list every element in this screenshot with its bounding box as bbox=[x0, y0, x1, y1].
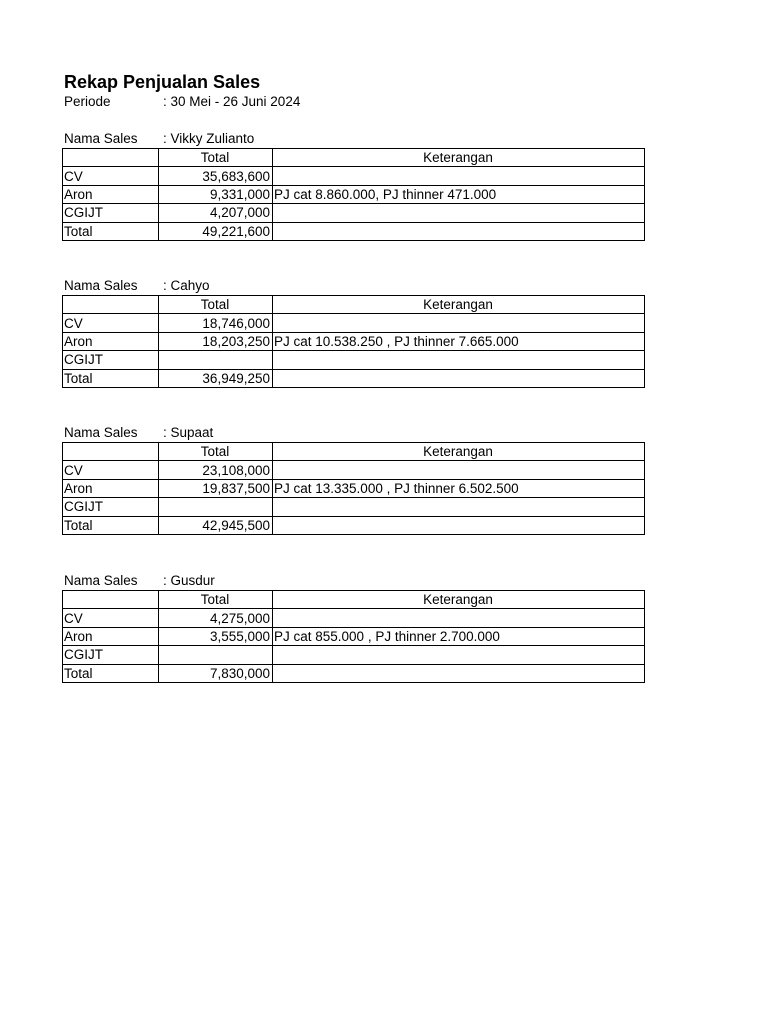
table-row bbox=[63, 498, 645, 516]
table-row bbox=[63, 609, 645, 627]
sales-name-value: : Gusdur bbox=[163, 573, 215, 588]
row-total: 19,837,500 bbox=[159, 479, 273, 497]
row-name: Aron bbox=[63, 185, 159, 203]
row-keterangan bbox=[273, 461, 645, 479]
header-keterangan: Keterangan bbox=[273, 443, 645, 461]
table-row bbox=[63, 314, 645, 332]
row-name: Total bbox=[63, 516, 159, 534]
row-keterangan bbox=[273, 167, 645, 185]
header-keterangan: Keterangan bbox=[273, 591, 645, 609]
sales-name-label: Nama Sales bbox=[64, 278, 138, 293]
row-keterangan bbox=[273, 222, 645, 240]
header-total: Total bbox=[159, 591, 273, 609]
table-row bbox=[63, 185, 645, 203]
sales-name-label: Nama Sales bbox=[64, 131, 138, 146]
row-total: 49,221,600 bbox=[159, 222, 273, 240]
sales-section-gusdur bbox=[62, 572, 644, 683]
sales-section-vikky bbox=[62, 130, 644, 241]
row-name: CGIJT bbox=[63, 351, 159, 369]
row-keterangan bbox=[273, 609, 645, 627]
row-keterangan bbox=[273, 204, 645, 222]
sales-name-label: Nama Sales bbox=[64, 425, 138, 440]
row-keterangan: PJ cat 10.538.250 , PJ thinner 7.665.000 bbox=[273, 332, 645, 350]
header-cell-empty bbox=[63, 149, 159, 167]
header-cell-empty bbox=[63, 443, 159, 461]
row-keterangan: PJ cat 13.335.000 , PJ thinner 6.502.500 bbox=[273, 479, 645, 497]
row-name: Total bbox=[63, 664, 159, 682]
sales-name-row bbox=[64, 277, 646, 295]
row-total: 4,207,000 bbox=[159, 204, 273, 222]
header-keterangan: Keterangan bbox=[273, 149, 645, 167]
table-row bbox=[63, 351, 645, 369]
table-total-row bbox=[63, 369, 645, 387]
periode-label: Periode bbox=[64, 94, 111, 109]
row-name: Total bbox=[63, 369, 159, 387]
sales-name-row bbox=[64, 572, 646, 590]
sales-name-row bbox=[64, 130, 646, 148]
header-total: Total bbox=[159, 296, 273, 314]
row-name: CV bbox=[63, 314, 159, 332]
table-header-row bbox=[63, 296, 645, 314]
sales-name-value: : Supaat bbox=[163, 425, 214, 440]
row-name: CV bbox=[63, 167, 159, 185]
row-total: 4,275,000 bbox=[159, 609, 273, 627]
table-row bbox=[63, 332, 645, 350]
row-name: Total bbox=[63, 222, 159, 240]
table-header-row bbox=[63, 149, 645, 167]
table-row bbox=[63, 167, 645, 185]
row-total: 7,830,000 bbox=[159, 664, 273, 682]
row-name: CGIJT bbox=[63, 646, 159, 664]
row-name: Aron bbox=[63, 479, 159, 497]
sales-name-label: Nama Sales bbox=[64, 573, 138, 588]
table-row bbox=[63, 204, 645, 222]
sales-name-row bbox=[64, 424, 646, 442]
row-keterangan bbox=[273, 646, 645, 664]
row-total bbox=[159, 646, 273, 664]
row-keterangan: PJ cat 8.860.000, PJ thinner 471.000 bbox=[273, 185, 645, 203]
table-row bbox=[63, 461, 645, 479]
row-keterangan: PJ cat 855.000 , PJ thinner 2.700.000 bbox=[273, 627, 645, 645]
row-keterangan bbox=[273, 369, 645, 387]
report-title: Rekap Penjualan Sales bbox=[64, 72, 261, 92]
row-name: CV bbox=[63, 609, 159, 627]
row-keterangan bbox=[273, 516, 645, 534]
row-keterangan bbox=[273, 498, 645, 516]
header-total: Total bbox=[159, 443, 273, 461]
header-total: Total bbox=[159, 149, 273, 167]
row-total bbox=[159, 498, 273, 516]
row-name: CGIJT bbox=[63, 498, 159, 516]
row-total: 18,203,250 bbox=[159, 332, 273, 350]
row-total: 36,949,250 bbox=[159, 369, 273, 387]
table-row bbox=[63, 627, 645, 645]
row-total: 3,555,000 bbox=[159, 627, 273, 645]
row-name: CGIJT bbox=[63, 204, 159, 222]
row-total: 18,746,000 bbox=[159, 314, 273, 332]
sales-name-value: : Vikky Zulianto bbox=[163, 131, 255, 146]
row-total: 35,683,600 bbox=[159, 167, 273, 185]
table-row bbox=[63, 479, 645, 497]
table-header-row bbox=[63, 443, 645, 461]
table-total-row bbox=[63, 516, 645, 534]
sales-name-value: : Cahyo bbox=[163, 278, 210, 293]
table-total-row bbox=[63, 664, 645, 682]
row-keterangan bbox=[273, 664, 645, 682]
row-total: 23,108,000 bbox=[159, 461, 273, 479]
sales-table bbox=[62, 442, 645, 535]
periode-value: : 30 Mei - 26 Juni 2024 bbox=[163, 94, 301, 109]
sales-table bbox=[62, 295, 645, 388]
table-header-row bbox=[63, 591, 645, 609]
row-name: Aron bbox=[63, 627, 159, 645]
sales-table bbox=[62, 148, 645, 241]
header-cell-empty bbox=[63, 296, 159, 314]
row-total bbox=[159, 351, 273, 369]
row-keterangan bbox=[273, 314, 645, 332]
row-keterangan bbox=[273, 351, 645, 369]
sales-section-cahyo bbox=[62, 277, 644, 388]
table-total-row bbox=[63, 222, 645, 240]
row-total: 9,331,000 bbox=[159, 185, 273, 203]
header-keterangan: Keterangan bbox=[273, 296, 645, 314]
periode-row bbox=[64, 93, 300, 111]
row-name: Aron bbox=[63, 332, 159, 350]
row-name: CV bbox=[63, 461, 159, 479]
row-total: 42,945,500 bbox=[159, 516, 273, 534]
sales-table bbox=[62, 590, 645, 683]
header-cell-empty bbox=[63, 591, 159, 609]
sales-section-supaat bbox=[62, 424, 644, 535]
table-row bbox=[63, 646, 645, 664]
